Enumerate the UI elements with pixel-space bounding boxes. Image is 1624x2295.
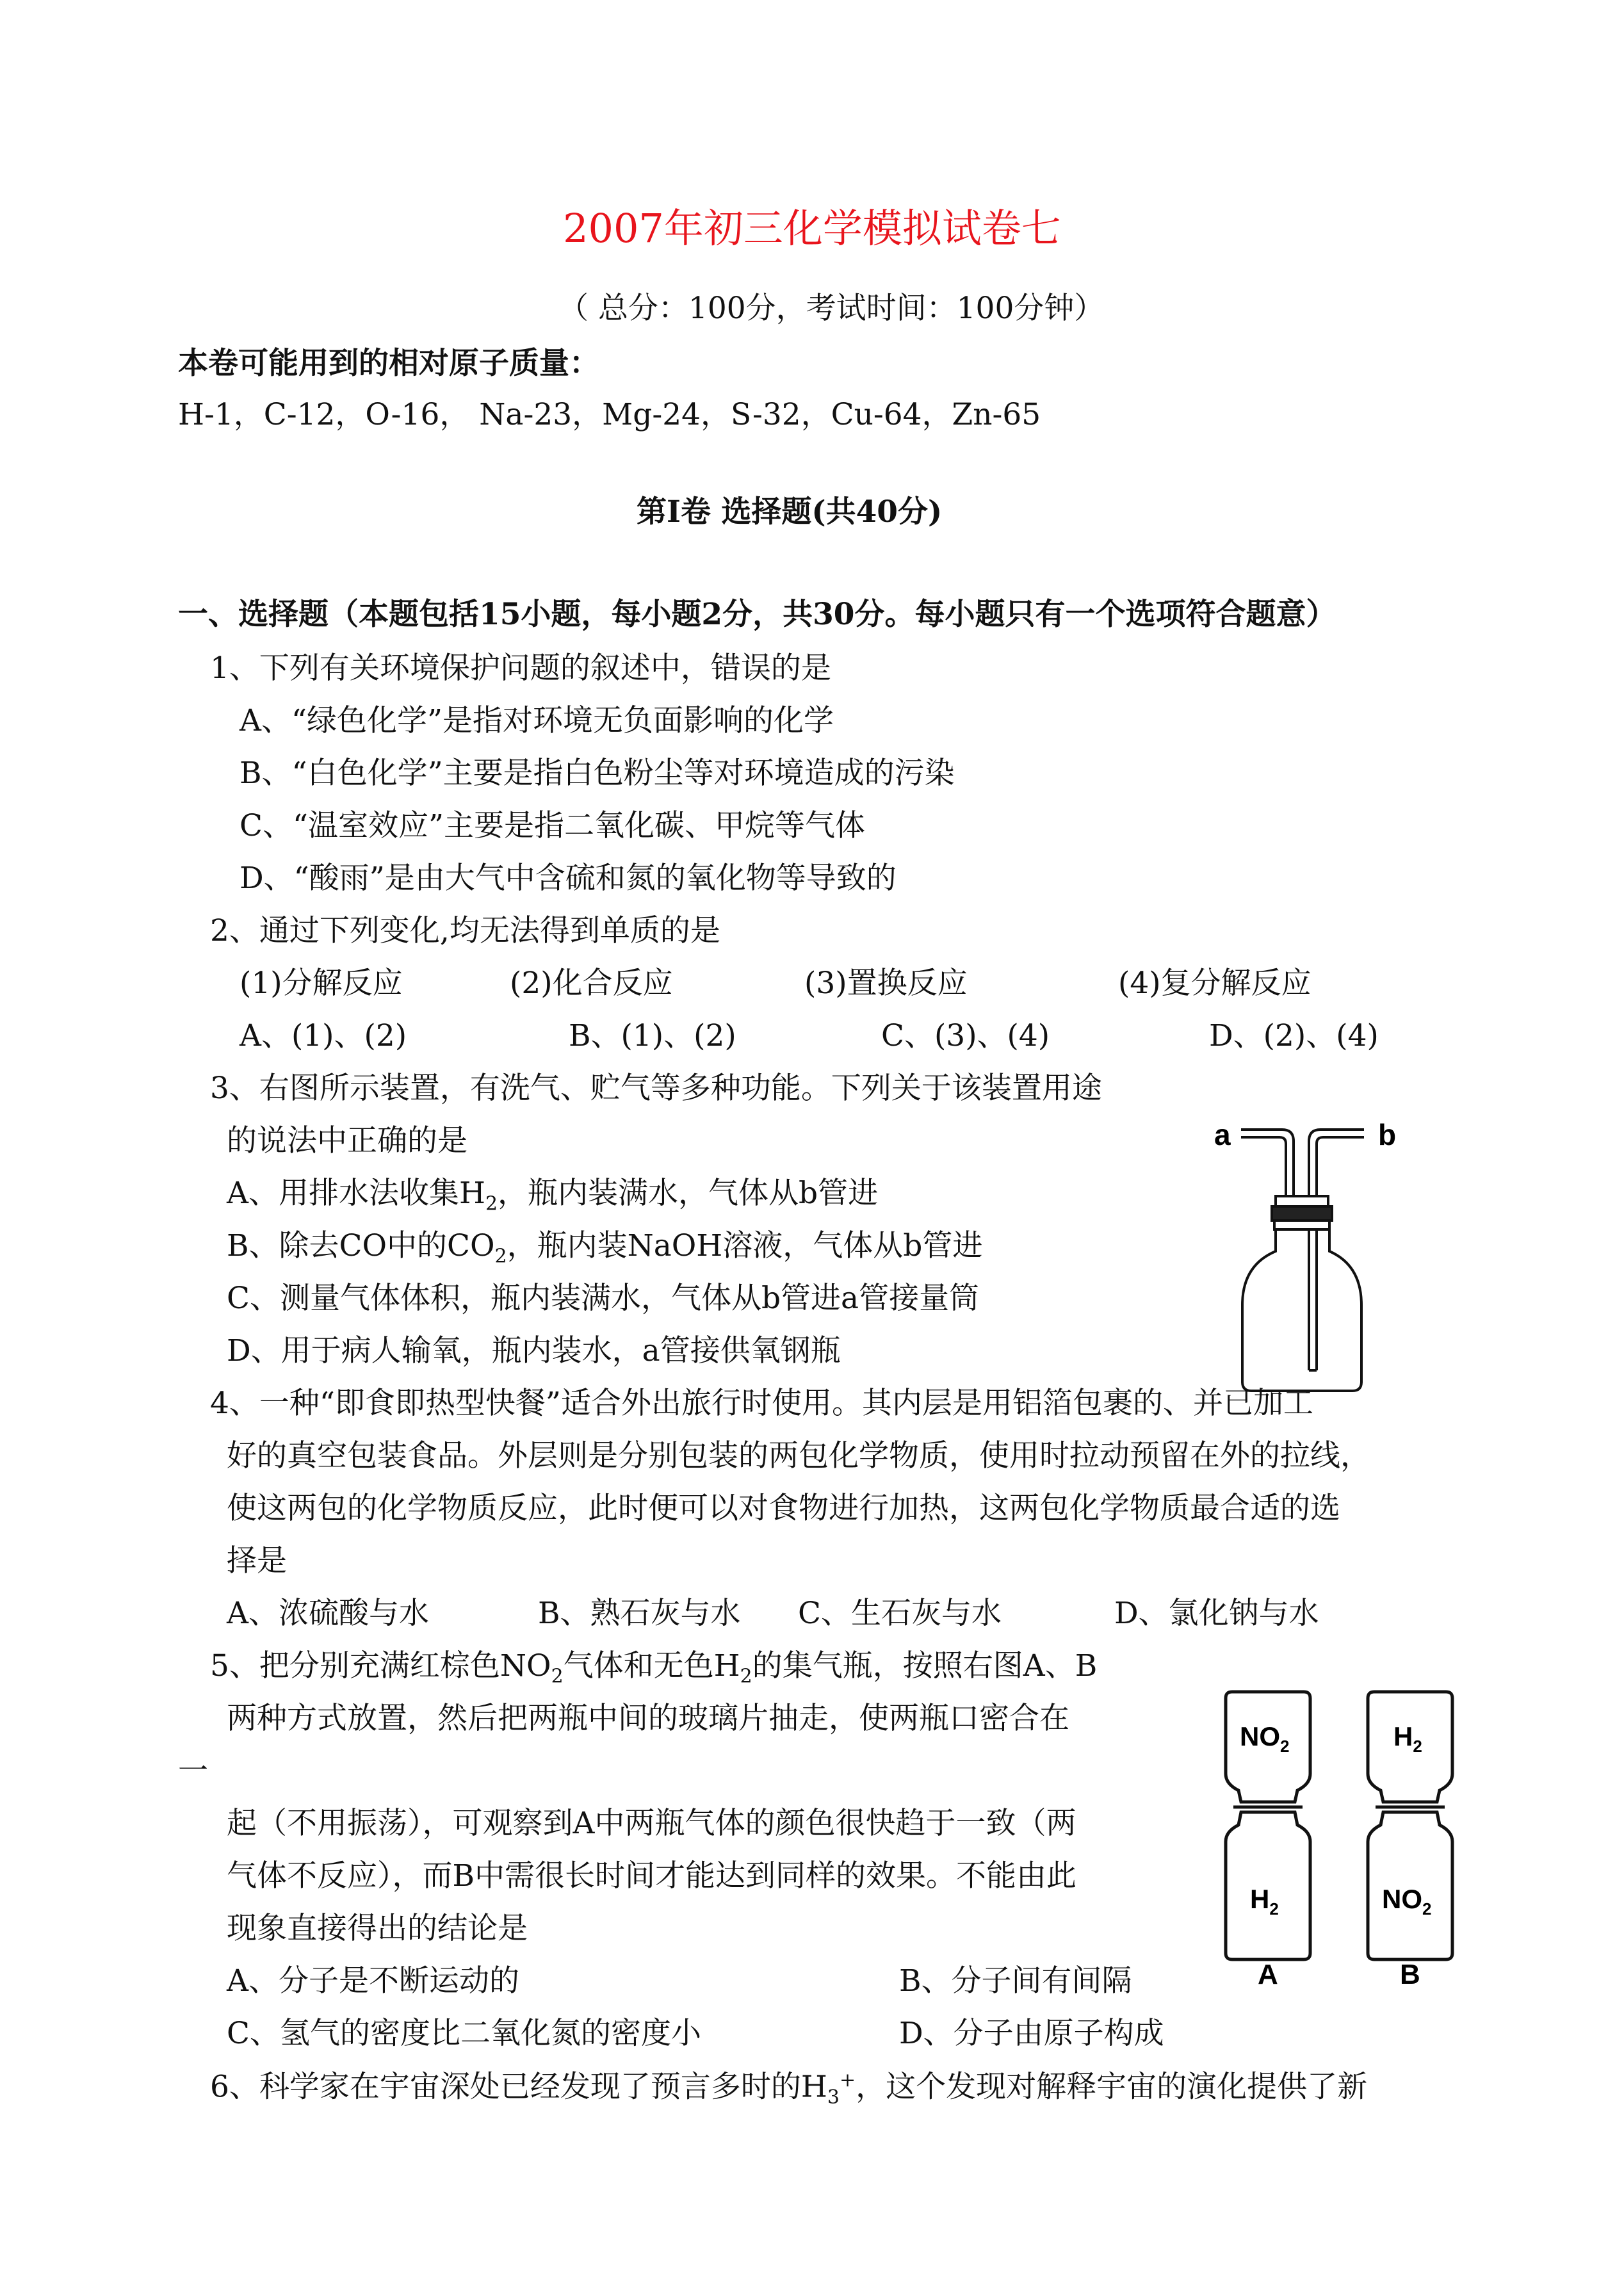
question-4-stem: 好的真空包装食品。外层则是分别包装的两包化学物质，使用时拉动预留在外的拉线， <box>227 1438 1370 1473</box>
question-5-stem: 现象直接得出的结论是 <box>227 1911 528 1946</box>
question-2-option-d: D、(2)、(4) <box>1209 1018 1379 1053</box>
page-title: 2007年初三化学模拟试卷七 <box>563 205 1061 252</box>
gas-washing-bottle-diagram <box>1204 1100 1447 1401</box>
question-4-option-c: C、生石灰与水 <box>798 1596 1002 1631</box>
exam-subtitle: （ 总分：100分，考试时间：100分钟） <box>558 291 1105 326</box>
question-5-option-d: D、分子由原子构成 <box>899 2016 1164 2051</box>
figure-label-b: B <box>1400 1959 1420 1985</box>
jar-b-top-label: $H_2$ <box>1393 1721 1422 1756</box>
question-4-option-d: D、氯化钠与水 <box>1114 1596 1319 1631</box>
question-1-stem: 1、下列有关环境保护问题的叙述中，错误的是 <box>210 651 831 686</box>
section-heading: 一、选择题（本题包括15小题，每小题2分，共30分。每小题只有一个选项符合题意） <box>178 597 1336 632</box>
question-1-option-a: A、“绿色化学”是指对环境无负面影响的化学 <box>240 703 834 738</box>
question-3-stem: 3、右图所示装置，有洗气、贮气等多种功能。下列关于该装置用途 <box>210 1071 1102 1106</box>
question-4-stem: 4、一种“即食即热型快餐”适合外出旅行时使用。其内层是用铝箔包裹的、并已加工 <box>210 1386 1313 1421</box>
question-2-item: (4)复分解反应 <box>1118 966 1311 1001</box>
tube-label-a: a <box>1214 1118 1231 1151</box>
gas-jars-diagram <box>1214 1684 1470 1985</box>
question-2-option-c: C、(3)、(4) <box>881 1018 1050 1053</box>
question-5-option-b: B、分子间有间隔 <box>899 1963 1132 1999</box>
question-5-stem: 两种方式放置，然后把两瓶中间的玻璃片抽走，使两瓶口密合在 <box>227 1701 1069 1736</box>
question-3-option-c: C、测量气体体积，瓶内装满水，气体从b管进a管接量筒 <box>227 1281 980 1316</box>
atomic-mass-list: H-1，C-12，O-16， Na-23，Mg-24，S-32，Cu-64，Zn-65 <box>178 397 1041 432</box>
question-4-stem: 择是 <box>227 1543 287 1578</box>
question-2-item: (1)分解反应 <box>240 966 403 1001</box>
question-5-stem: 气体不反应），而B中需很长时间才能达到同样的效果。不能由此 <box>227 1858 1077 1894</box>
question-5-stem: 起（不用振荡），可观察到A中两瓶气体的颜色很快趋于一致（两 <box>227 1806 1076 1841</box>
question-3-option-d: D、用于病人输氧，瓶内装水，a管接供氧钢瓶 <box>227 1333 841 1368</box>
question-6-stem: 6、科学家在宇宙深处已经发现了预言多时的$H_3^+$，这个发现对解释宇宙的演化提供了新 <box>210 2069 1368 2109</box>
question-2-item: (3)置换反应 <box>804 966 968 1001</box>
question-4-option-b: B、熟石灰与水 <box>538 1596 741 1631</box>
question-5-option-a: A、分子是不断运动的 <box>227 1963 519 1999</box>
question-2-option-b: B、(1)、(2) <box>569 1018 736 1053</box>
question-2-option-a: A、(1)、(2) <box>240 1018 407 1053</box>
question-4-stem: 使这两包的化学物质反应，此时便可以对食物进行加热，这两包化学物质最合适的选 <box>227 1491 1340 1526</box>
question-3-option-a: A、用排水法收集$H_2$，瓶内装满水，气体从b管进 <box>227 1176 879 1215</box>
question-1-option-d: D、“酸雨”是由大气中含硫和氮的氧化物等导致的 <box>240 861 897 896</box>
question-4-option-a: A、浓硫酸与水 <box>227 1596 429 1631</box>
question-5-stem: 5、把分别充满红棕色$NO_2$气体和无色$H_2$的集气瓶，按照右图A、B <box>210 1648 1098 1688</box>
question-2-item: (2)化合反应 <box>510 966 673 1001</box>
question-5-option-c: C、氢气的密度比二氧化氮的密度小 <box>227 2016 701 2051</box>
question-1-option-c: C、“温室效应”主要是指二氧化碳、甲烷等气体 <box>240 808 866 843</box>
figure-label-a: A <box>1258 1959 1278 1985</box>
part-heading: 第Ⅰ卷 选择题(共40分) <box>637 494 943 530</box>
tube-label-b: b <box>1378 1118 1397 1151</box>
question-5-stem: 一 <box>178 1753 208 1788</box>
question-3-stem: 的说法中正确的是 <box>227 1123 467 1158</box>
atomic-mass-label: 本卷可能用到的相对原子质量： <box>178 346 599 381</box>
jar-b-bottom-label: $NO_2$ <box>1382 1884 1432 1918</box>
question-3-option-b: B、除去CO中的$CO_2$，瓶内装NaOH溶液，气体从b管进 <box>227 1228 983 1268</box>
jar-a-top-label: $NO_2$ <box>1240 1721 1290 1756</box>
question-1-option-b: B、“白色化学”主要是指白色粉尘等对环境造成的污染 <box>240 756 955 791</box>
question-2-stem: 2、通过下列变化,均无法得到单质的是 <box>210 913 720 948</box>
jar-a-bottom-label: $H_2$ <box>1250 1884 1279 1918</box>
